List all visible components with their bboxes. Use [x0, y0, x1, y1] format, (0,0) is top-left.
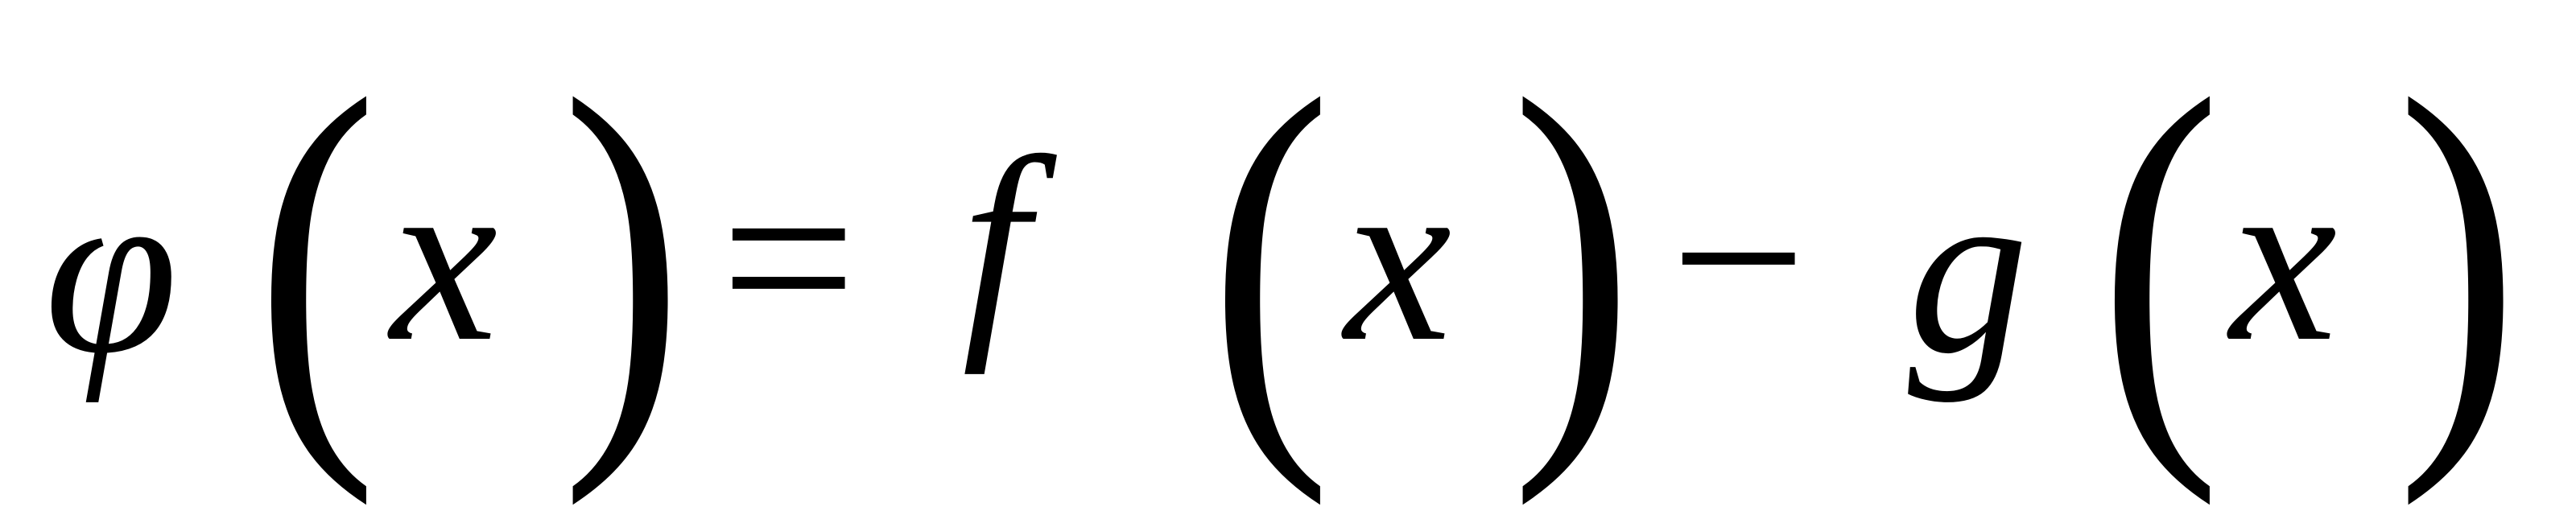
term1-variable-x: x — [1344, 124, 1452, 391]
minus-sign: − — [1670, 124, 1807, 391]
term2-close-paren: ) — [2396, 8, 2520, 507]
lhs-open-paren: ( — [254, 8, 378, 507]
term1-open-paren: ( — [1208, 8, 1332, 507]
lhs-variable-x: x — [390, 124, 498, 391]
term2-variable-x: x — [2230, 124, 2338, 391]
lhs-close-paren: ) — [560, 8, 684, 507]
g-symbol: g — [1908, 136, 2029, 403]
f-symbol: f — [962, 108, 1030, 375]
term2-open-paren: ( — [2098, 8, 2222, 507]
phi-symbol: φ — [44, 136, 178, 403]
term1-close-paren: ) — [1510, 8, 1634, 507]
equals-sign: = — [720, 124, 857, 391]
